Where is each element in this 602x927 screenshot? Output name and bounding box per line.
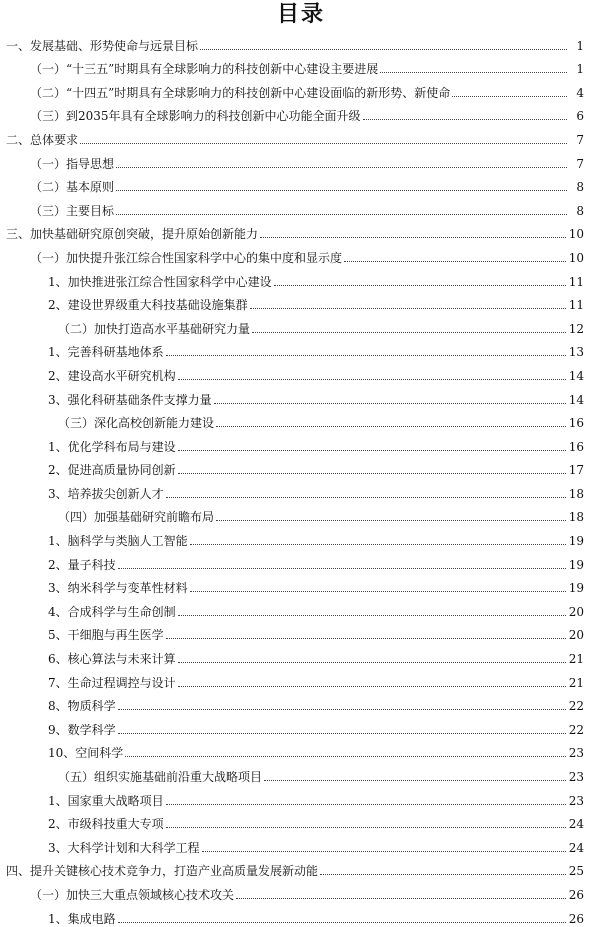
toc-page-number: 21 <box>568 652 584 667</box>
toc-entry[interactable] <box>0 643 602 667</box>
toc-page-number: 19 <box>568 581 584 596</box>
toc-entry-title: 一、发展基础、形势使命与远景目标 <box>6 38 199 53</box>
toc-page-number: 18 <box>568 510 584 525</box>
dot-leader <box>116 166 567 168</box>
toc-entry[interactable] <box>0 408 602 432</box>
toc-entry[interactable] <box>0 124 602 148</box>
toc-entry-title: 3、纳米科学与变革性材料 <box>48 581 188 596</box>
toc-entry-title: 9、数学科学 <box>48 722 116 737</box>
toc-entry-title: 2、建设高水平研究机构 <box>48 368 176 383</box>
dot-leader <box>118 921 566 923</box>
toc-page-number: 19 <box>568 534 584 549</box>
toc-page-number: 25 <box>568 864 584 879</box>
toc-page-number: 8 <box>576 180 584 195</box>
dot-leader <box>190 590 566 592</box>
toc-entry-title: （二）“十四五”时期具有全球影响力的科技创新中心建设面临的新形势、新使命 <box>30 85 451 100</box>
toc-entry[interactable] <box>0 195 602 219</box>
dot-leader <box>236 897 566 899</box>
toc-entry-title: 2、促进高质量协同创新 <box>48 463 176 478</box>
toc-entry-title: （三）深化高校创新能力建设 <box>58 416 215 431</box>
toc-entry-title: 1、国家重大战略项目 <box>48 793 164 808</box>
toc-entry[interactable] <box>0 620 602 644</box>
toc-entry[interactable] <box>0 691 602 715</box>
toc-page-number: 24 <box>568 817 584 832</box>
toc-entry[interactable] <box>0 431 602 455</box>
toc-page-number: 7 <box>576 132 584 147</box>
toc-entry[interactable] <box>0 596 602 620</box>
toc-entry-title: 4、合成科学与生命创制 <box>48 604 176 619</box>
dot-leader <box>80 142 567 144</box>
toc-entry[interactable] <box>0 809 602 833</box>
toc-page-number: 22 <box>568 699 584 714</box>
toc-entry-title: （一）指导思想 <box>30 156 115 171</box>
toc-page-number: 22 <box>568 722 584 737</box>
dot-leader <box>214 402 566 404</box>
toc-page-number: 7 <box>576 156 584 171</box>
toc-page-number: 24 <box>568 840 584 855</box>
dot-leader <box>452 95 567 97</box>
toc-entry-title: （一）加快提升张江综合性国家科学中心的集中度和显示度 <box>30 250 343 265</box>
toc-page-number: 12 <box>568 321 584 336</box>
toc-entry-title: 3、大科学计划和大科学工程 <box>48 840 200 855</box>
toc-entry[interactable] <box>0 384 602 408</box>
toc-entry-title: 3、培养拔尖创新人才 <box>48 486 164 501</box>
toc-entry[interactable] <box>0 172 602 196</box>
toc-entry[interactable] <box>0 856 602 880</box>
toc-entry[interactable] <box>0 219 602 243</box>
toc-page-number: 8 <box>576 203 584 218</box>
toc-entry-title: （一）“十三五”时期具有全球影响力的科技创新中心建设主要进展 <box>30 62 379 77</box>
dot-leader <box>125 755 565 757</box>
toc-page-number: 11 <box>568 298 584 313</box>
toc-entry-title: （五）组织实施基础前沿重大战略项目 <box>58 770 263 784</box>
toc-page-number: 10 <box>568 250 584 265</box>
toc-entry-title: （三）主要目标 <box>30 203 115 218</box>
dot-leader <box>264 779 566 781</box>
dot-leader <box>166 637 566 639</box>
toc-page-number: 4 <box>576 85 584 100</box>
toc-entry[interactable] <box>0 714 602 738</box>
toc-page-number: 13 <box>568 345 584 360</box>
toc-page-number: 6 <box>576 109 584 124</box>
dot-leader <box>178 449 566 451</box>
toc-entry[interactable] <box>0 313 602 337</box>
toc-entry-title: 1、脑科学与类脑人工智能 <box>48 534 188 549</box>
toc-entry-title: 三、加快基础研究原创突破，提升原始创新能力 <box>6 227 259 242</box>
toc-entry[interactable] <box>0 738 602 762</box>
toc-entry-title: （三）到2035年具有全球影响力的科技创新中心功能全面升级 <box>30 109 361 124</box>
toc-entry[interactable] <box>0 360 602 384</box>
dot-leader <box>252 331 566 333</box>
toc-page-number: 1 <box>576 38 584 53</box>
dot-leader <box>116 189 567 191</box>
toc-page-number: 19 <box>568 557 584 572</box>
dot-leader <box>178 661 566 663</box>
toc-entry[interactable] <box>0 832 602 856</box>
toc-entry[interactable] <box>0 879 602 903</box>
toc-entry-title: 6、核心算法与未来计算 <box>48 652 176 667</box>
toc-page-number: 16 <box>568 439 584 454</box>
toc-entry[interactable] <box>0 242 602 266</box>
dot-leader <box>202 850 566 852</box>
toc-page-number: 11 <box>568 274 584 289</box>
toc-page-number: 20 <box>568 604 584 619</box>
dot-leader <box>380 71 567 73</box>
toc-page-number: 26 <box>568 911 584 926</box>
dot-leader <box>190 543 566 545</box>
toc-entry[interactable] <box>0 785 602 809</box>
dot-leader <box>118 708 566 710</box>
toc-entry-title: 1、集成电路 <box>48 911 116 926</box>
dot-leader <box>116 213 567 215</box>
toc-entry[interactable] <box>0 903 602 927</box>
toc-page-number: 14 <box>568 392 584 407</box>
toc-entry-title: （二）基本原则 <box>30 180 115 195</box>
dot-leader <box>178 685 566 687</box>
toc-entry-title: （二）加快打造高水平基础研究力量 <box>58 321 251 336</box>
toc-entry-title: 2、建设世界级重大科技基础设施集群 <box>48 298 248 313</box>
toc-entry[interactable] <box>0 337 602 361</box>
toc-entry[interactable] <box>0 761 602 785</box>
dot-leader <box>274 284 566 286</box>
toc-entry[interactable] <box>0 77 602 101</box>
toc-entry[interactable] <box>0 101 602 125</box>
toc-entry-title: 2、量子科技 <box>48 557 116 572</box>
toc-entry-title: 1、加快推进张江综合性国家科学中心建设 <box>48 274 272 289</box>
toc-entry[interactable] <box>0 502 602 526</box>
page-title: 目录 <box>276 2 325 27</box>
toc-entry-title: 1、优化学科布局与建设 <box>48 439 176 454</box>
table-of-contents <box>0 30 602 927</box>
dot-leader <box>216 425 566 427</box>
dot-leader <box>216 519 566 521</box>
dot-leader <box>320 873 566 875</box>
toc-entry-title: 10、空间科学 <box>48 746 124 761</box>
toc-entry[interactable] <box>0 549 602 573</box>
toc-entry-title: 5、干细胞与再生医学 <box>48 628 164 643</box>
toc-entry-title: 8、物质科学 <box>48 699 116 714</box>
toc-entry[interactable] <box>0 478 602 502</box>
toc-page-number: 20 <box>568 628 584 643</box>
toc-entry[interactable] <box>0 525 602 549</box>
dot-leader <box>178 614 566 616</box>
toc-entry[interactable] <box>0 290 602 314</box>
dot-leader <box>178 472 566 474</box>
toc-entry[interactable] <box>0 54 602 78</box>
toc-page-number: 1 <box>576 62 584 77</box>
toc-entry-title: （一）加快三大重点领域核心技术攻关 <box>30 887 235 902</box>
dot-leader <box>363 118 567 120</box>
toc-page-number: 10 <box>568 227 584 242</box>
dot-leader <box>166 803 566 805</box>
toc-entry[interactable] <box>0 667 602 691</box>
dot-leader <box>166 826 566 828</box>
toc-page-number: 16 <box>568 416 584 431</box>
toc-entry-title: （四）加强基础研究前瞻布局 <box>58 510 215 525</box>
toc-page-number: 21 <box>568 675 584 690</box>
toc-page-number: 17 <box>568 463 584 478</box>
toc-page-number: 26 <box>568 887 584 902</box>
dot-leader <box>166 354 566 356</box>
toc-entry-title: 1、完善科研基地体系 <box>48 345 164 360</box>
dot-leader <box>178 378 566 380</box>
toc-entry-title: 四、提升关键核心技术竞争力，打造产业高质量发展新动能 <box>6 864 319 879</box>
dot-leader <box>118 567 566 569</box>
toc-page-number: 14 <box>568 368 584 383</box>
toc-entry-title: 2、市级科技重大专项 <box>48 817 164 832</box>
toc-entry[interactable] <box>0 266 602 290</box>
dot-leader <box>260 236 566 238</box>
toc-entry-title: 二、总体要求 <box>6 132 79 147</box>
toc-entry[interactable] <box>0 148 602 172</box>
toc-page-number: 18 <box>568 486 584 501</box>
toc-entry[interactable] <box>0 30 602 54</box>
toc-entry[interactable] <box>0 573 602 597</box>
dot-leader <box>200 48 567 50</box>
toc-entry-title: 7、生命过程调控与设计 <box>48 675 176 690</box>
dot-leader <box>344 260 566 262</box>
dot-leader <box>118 732 566 734</box>
toc-page-number: 23 <box>568 746 584 761</box>
toc-page-number: 23 <box>568 793 584 808</box>
toc-entry-title: 3、强化科研基础条件支撑力量 <box>48 392 212 407</box>
toc-page-number: 23 <box>568 770 584 784</box>
dot-leader <box>250 307 566 309</box>
toc-entry[interactable] <box>0 455 602 479</box>
dot-leader <box>166 496 566 498</box>
